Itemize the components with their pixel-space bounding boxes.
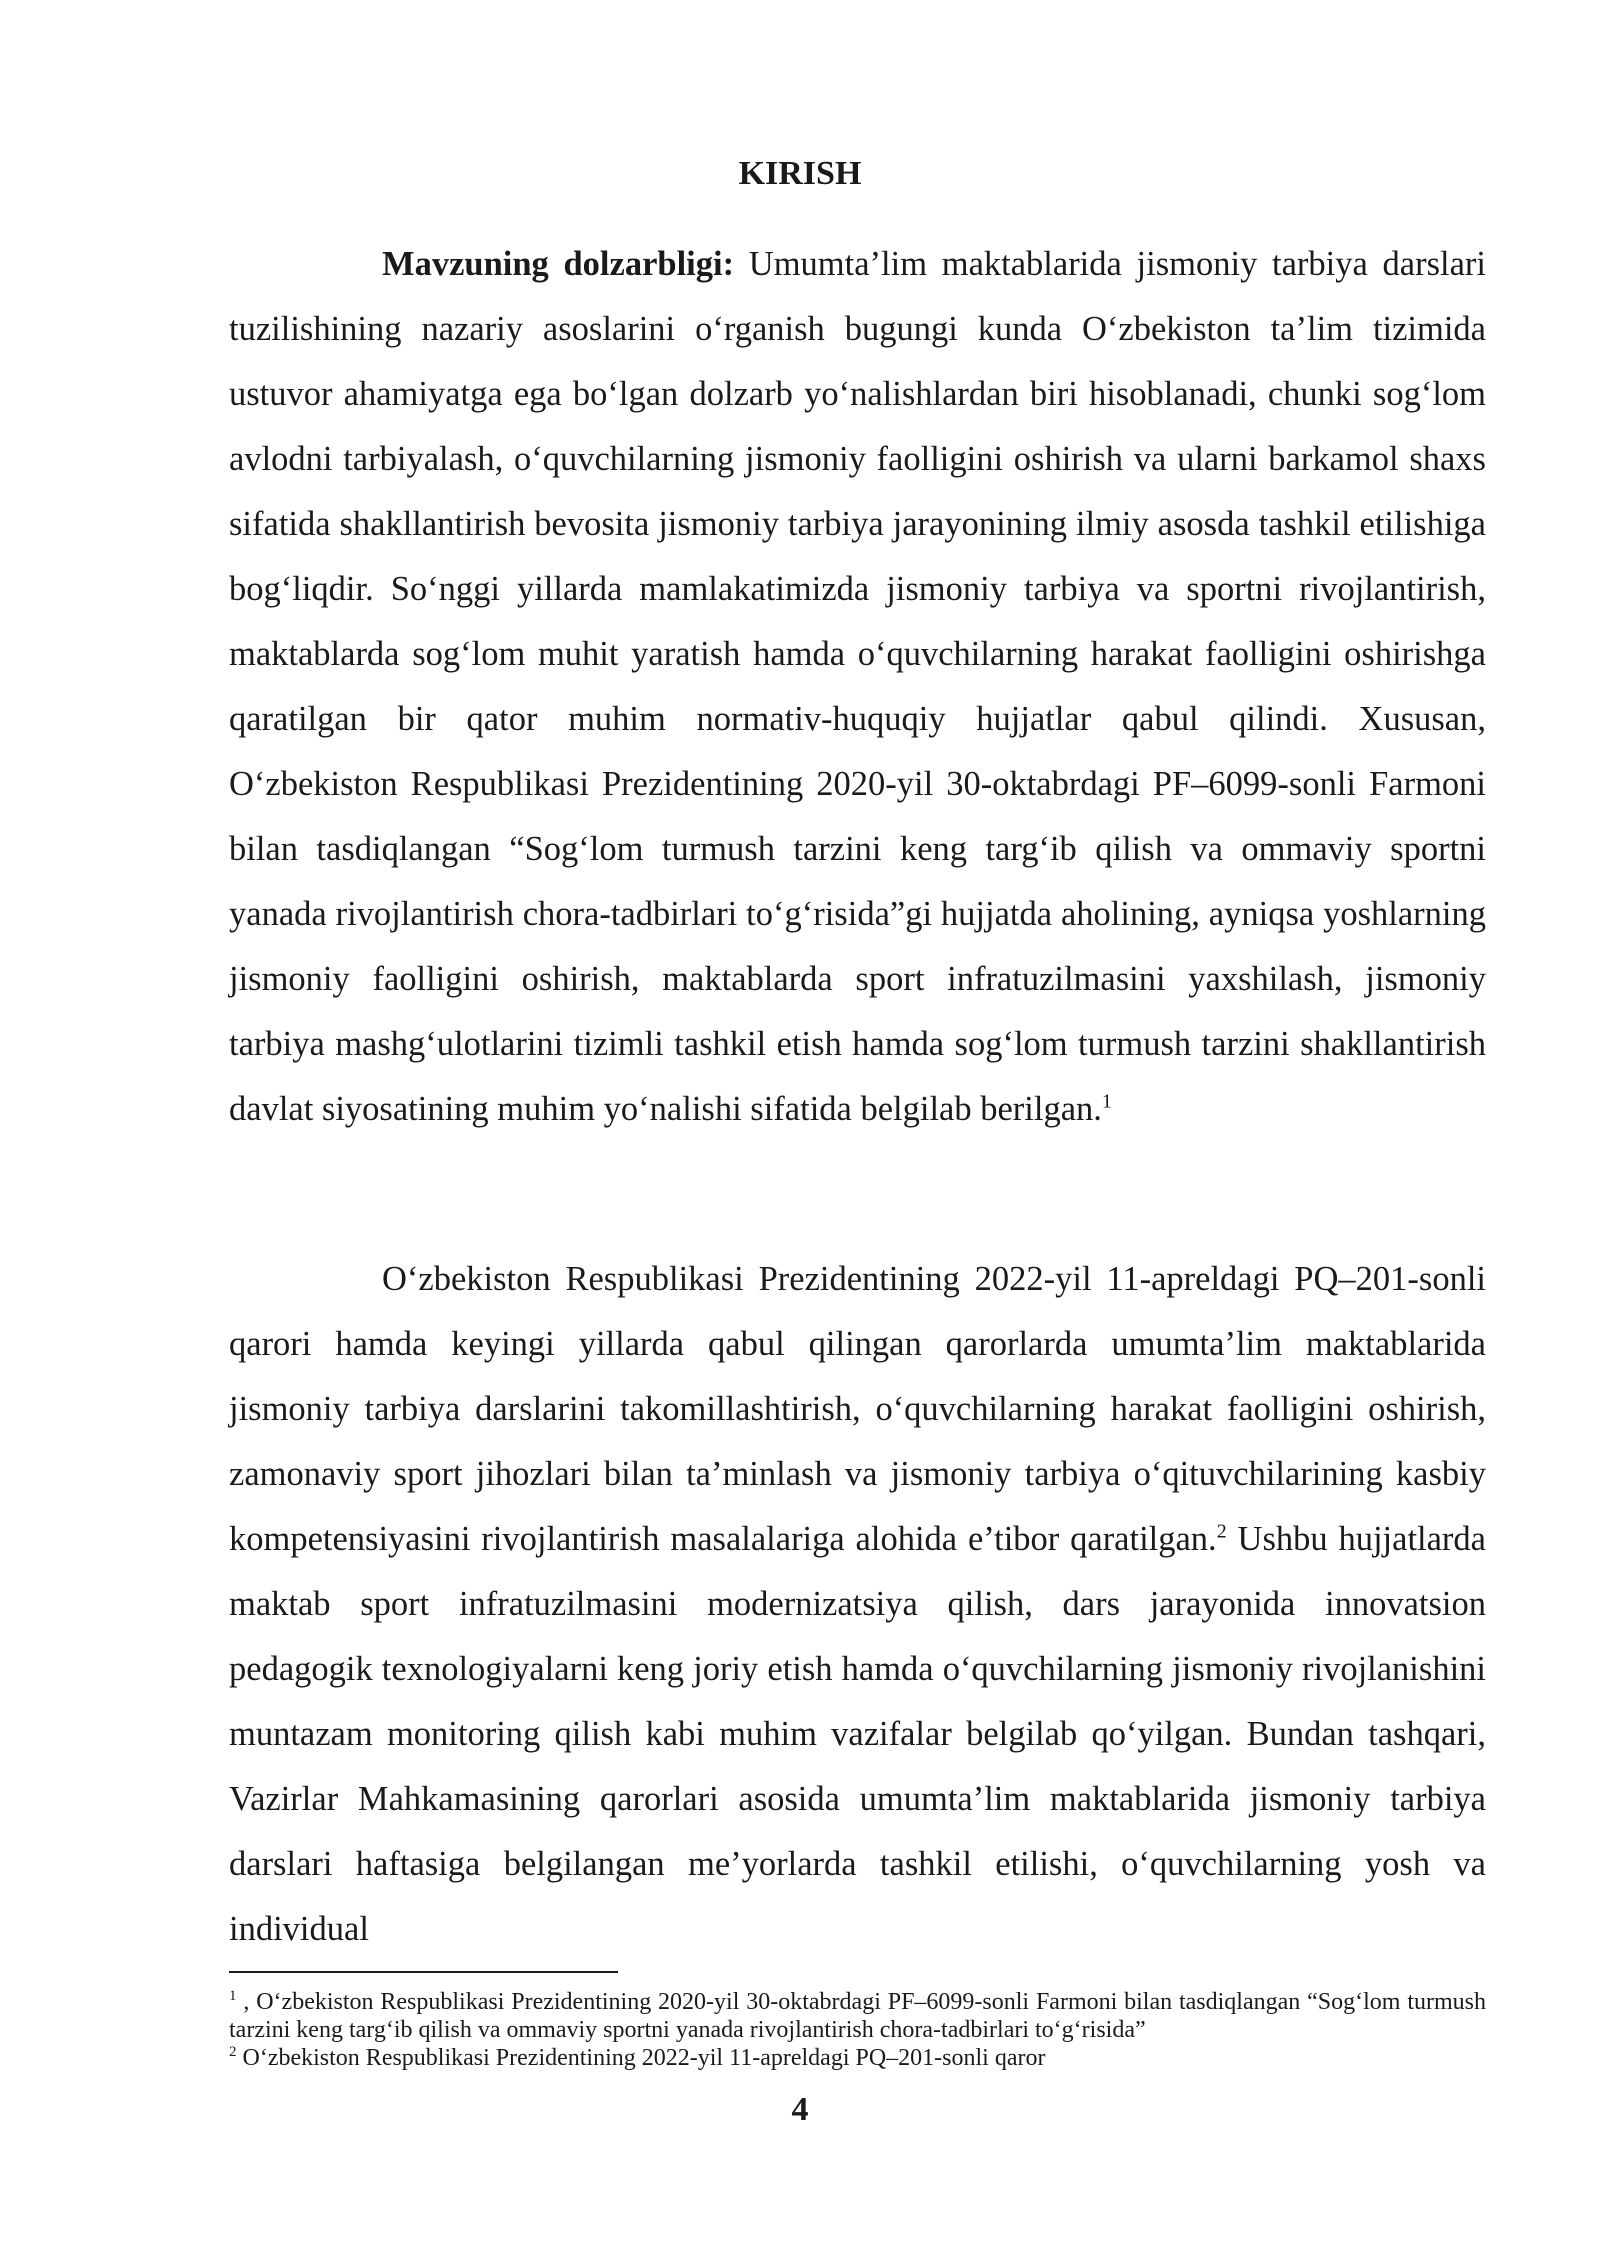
page-number: 4 <box>791 2091 809 2128</box>
footnote-reference-1: 1 <box>1101 1090 1112 1113</box>
paragraph-lead-heading: Mavzuning dolzarbligi: <box>382 245 735 283</box>
paragraph-text-continued: Ushbu hujjatlarda maktab sport infratuzilmasini modernizatsiya qilish, dars jarayonida innovatsion pedagogik texnologiyalarni keng joriy etish hamda o‘quvchilarning jismoniy rivojlanishini muntazam monitoring qilish kabi muhim vazifalar belgilab qo‘yilgan. Bundan tashqari, Vazirlar Mahkamasining qarorlari asosida umumta’lim maktablarida jismoniy tarbiya darslari haftasiga belgilangan me’yorlarda tashkil etilishi, o‘quvchilarning yosh va individual <box>229 1520 1486 1948</box>
footnote-text: , O‘zbekiston Respublikasi Prezidentining 2020-yil 30-oktabrdagi PF–6099-sonli Farmoni bilan tasdiqlangan “Sog‘lom turmush tarzini keng targ‘ib qilish va ommaviy sportni yanada rivojlantirish chora-tadbirlari to‘g‘risida” <box>229 1989 1486 2043</box>
footnote-text: O‘zbekiston Respublikasi Prezidentining 2022-yil 11-apreldagi PQ–201-sonli qaror <box>236 2045 1046 2071</box>
footnote-marker: 1 <box>229 1988 237 2004</box>
footnote-reference-2: 2 <box>1216 1520 1227 1543</box>
body-paragraph-1 <box>229 232 1486 1142</box>
footnote-separator <box>229 1971 618 1973</box>
paragraph-text: Umumta’lim maktablarida jismoniy tarbiya darslari tuzilishining nazariy asoslarini o‘rganish bugungi kunda O‘zbekiston ta’lim tizimida ustuvor ahamiyatga ega bo‘lgan dolzarb yo‘nalishlardan biri hisoblanadi, chunki sog‘lom avlodni tarbiyalash, o‘quvchilarning jismoniy faolligini oshirish va ularni barkamol shaxs sifatida shakllantirish bevosita jismoniy tarbiya jarayonining ilmiy asosda tashkil etilishiga bog‘liqdir. So‘nggi yillarda mamlakatimizda jismoniy tarbiya va sportni rivojlantirish, maktablarda sog‘lom muhit yaratish hamda o‘quvchilarning harakat faolligini oshirishga qaratilgan bir qator muhim normativ-huquqiy hujjatlar qabul qilindi. Xususan, O‘zbekiston Respublikasi Prezidentining 2020-yil 30-oktabrdagi PF–6099-sonli Farmoni bilan tasdiqlangan “Sog‘lom turmush tarzini keng targ‘ib qilish va ommaviy sportni yanada rivojlantirish chora-tadbirlari to‘g‘risida”gi hujjatda aholining, ayniqsa yoshlarning jismoniy faolligini oshirish, maktablarda sport infratuzilmasini yaxshilash, jismoniy tarbiya mashg‘ulotlarini tizimli tashkil etish hamda sog‘lom turmush tarzini shakllantirish davlat siyosatining muhim yo‘nalishi sifatida belgilab berilgan. <box>229 245 1486 1128</box>
body-paragraph-2 <box>229 1247 1486 1962</box>
footnote-1 <box>229 1988 1486 2044</box>
paragraph-text: O‘zbekiston Respublikasi Prezidentining 2022-yil 11-apreldagi PQ–201-sonli qarori hamda keyingi yillarda qabul qilingan qarorlarda umumta’lim maktablarida jismoniy tarbiya darslarini takomillashtirish, o‘quvchilarning harakat faolligini oshirish, zamonaviy sport jihozlari bilan ta’minlash va jismoniy tarbiya o‘qituvchilarining kasbiy kompetensiyasini rivojlantirish masalalariga alohida e’tibor qaratilgan. <box>229 1260 1486 1558</box>
page-title: KIRISH <box>738 155 862 192</box>
footnotes-section <box>229 1988 1486 2072</box>
footnote-2 <box>229 2044 1486 2072</box>
footnote-marker: 2 <box>229 2044 237 2060</box>
